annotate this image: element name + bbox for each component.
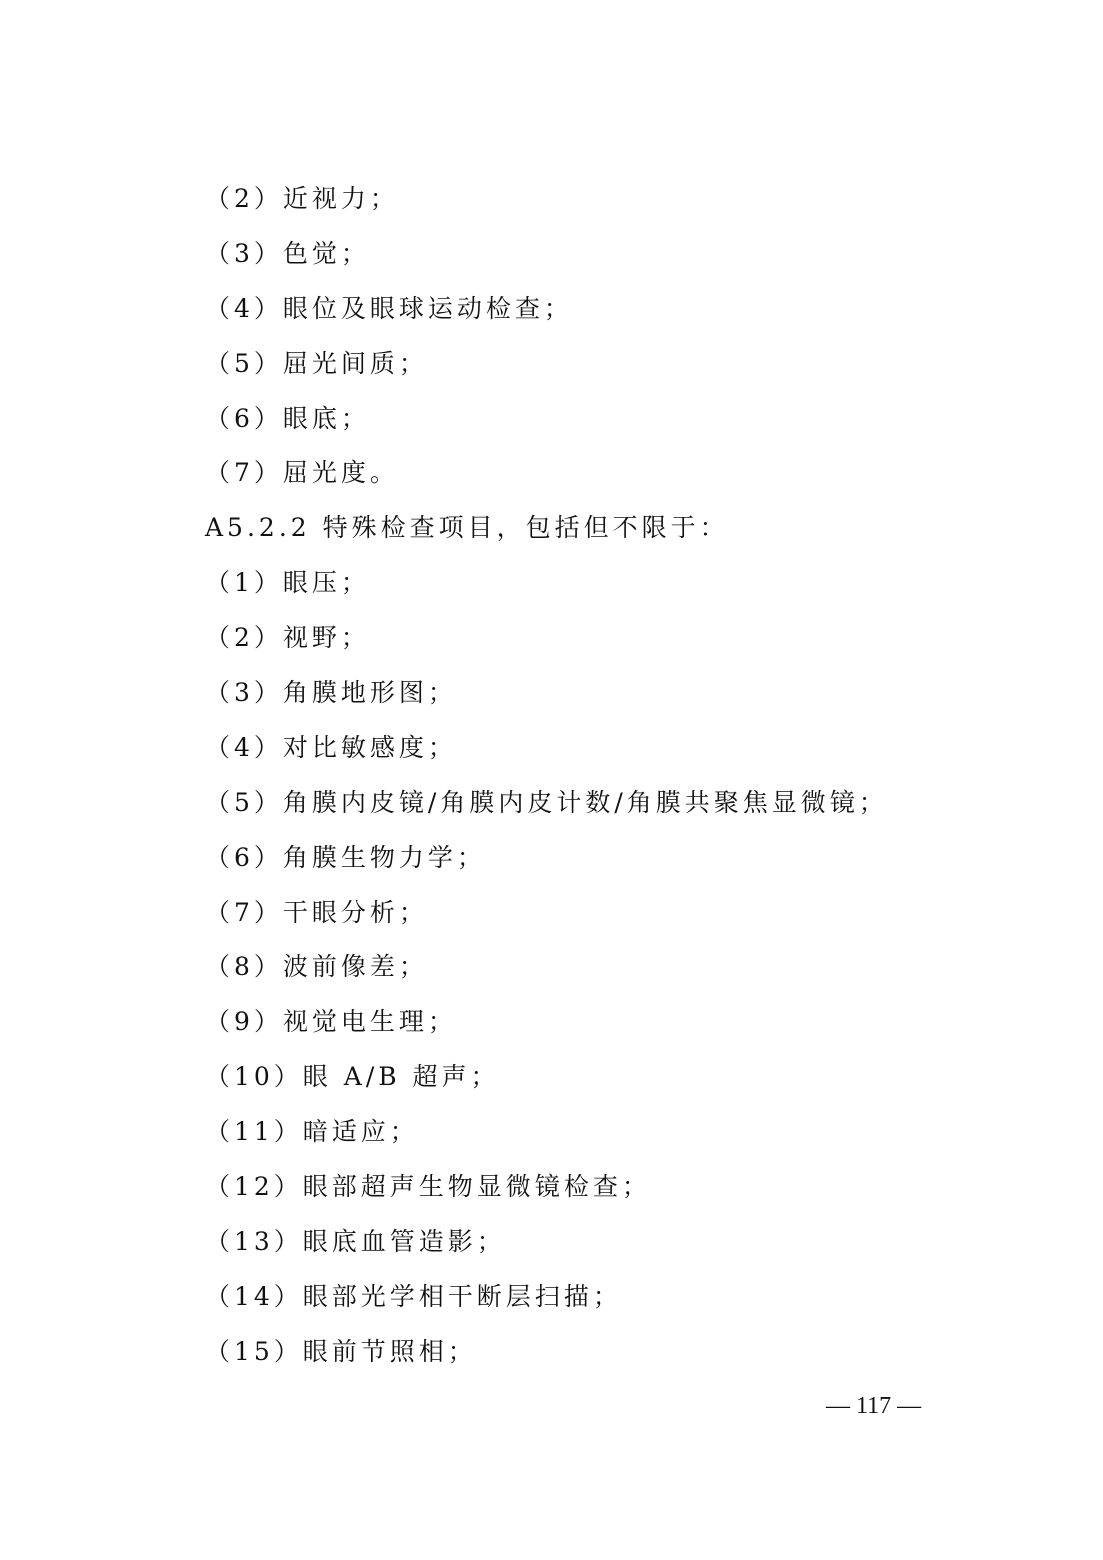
list-item: （10）眼 A/B 超声； (205, 1062, 500, 1092)
list-item: （5）角膜内皮镜/角膜内皮计数/角膜共聚焦显微镜； (205, 787, 888, 817)
list-item: （9）视觉电生理； (205, 1007, 457, 1037)
list-item: （1）眼压； (205, 568, 370, 598)
section-heading: A5.2.2 特殊检查项目，包括但不限于： (205, 513, 729, 543)
list-item: （7）干眼分析； (205, 897, 428, 927)
list-item: （6）角膜生物力学； (205, 842, 486, 872)
list-item: （12）眼部超声生物显微镜检查； (205, 1172, 651, 1202)
list-item: （6）眼底； (205, 403, 370, 433)
list-item: （13）眼底血管造影； (205, 1226, 506, 1256)
list-item: （8）波前像差； (205, 952, 428, 982)
document-body (205, 172, 985, 1380)
list-item: （7）屈光度。 (205, 458, 399, 488)
list-item: （2）视野； (205, 623, 370, 653)
list-item: （4）眼位及眼球运动检查； (205, 293, 573, 323)
list-item: （11）暗适应； (205, 1117, 419, 1147)
list-item: （14）眼部光学相干断层扫描； (205, 1281, 622, 1311)
list-item: （4）对比敏感度； (205, 732, 457, 762)
list-item: （3）角膜地形图； (205, 678, 457, 708)
page-number: — 117 — (826, 1393, 922, 1419)
list-item: （15）眼前节照相； (205, 1336, 477, 1366)
list-item: （3）色觉； (205, 238, 370, 268)
list-item: （5）屈光间质； (205, 348, 428, 378)
list-item: （2）近视力； (205, 184, 399, 213)
